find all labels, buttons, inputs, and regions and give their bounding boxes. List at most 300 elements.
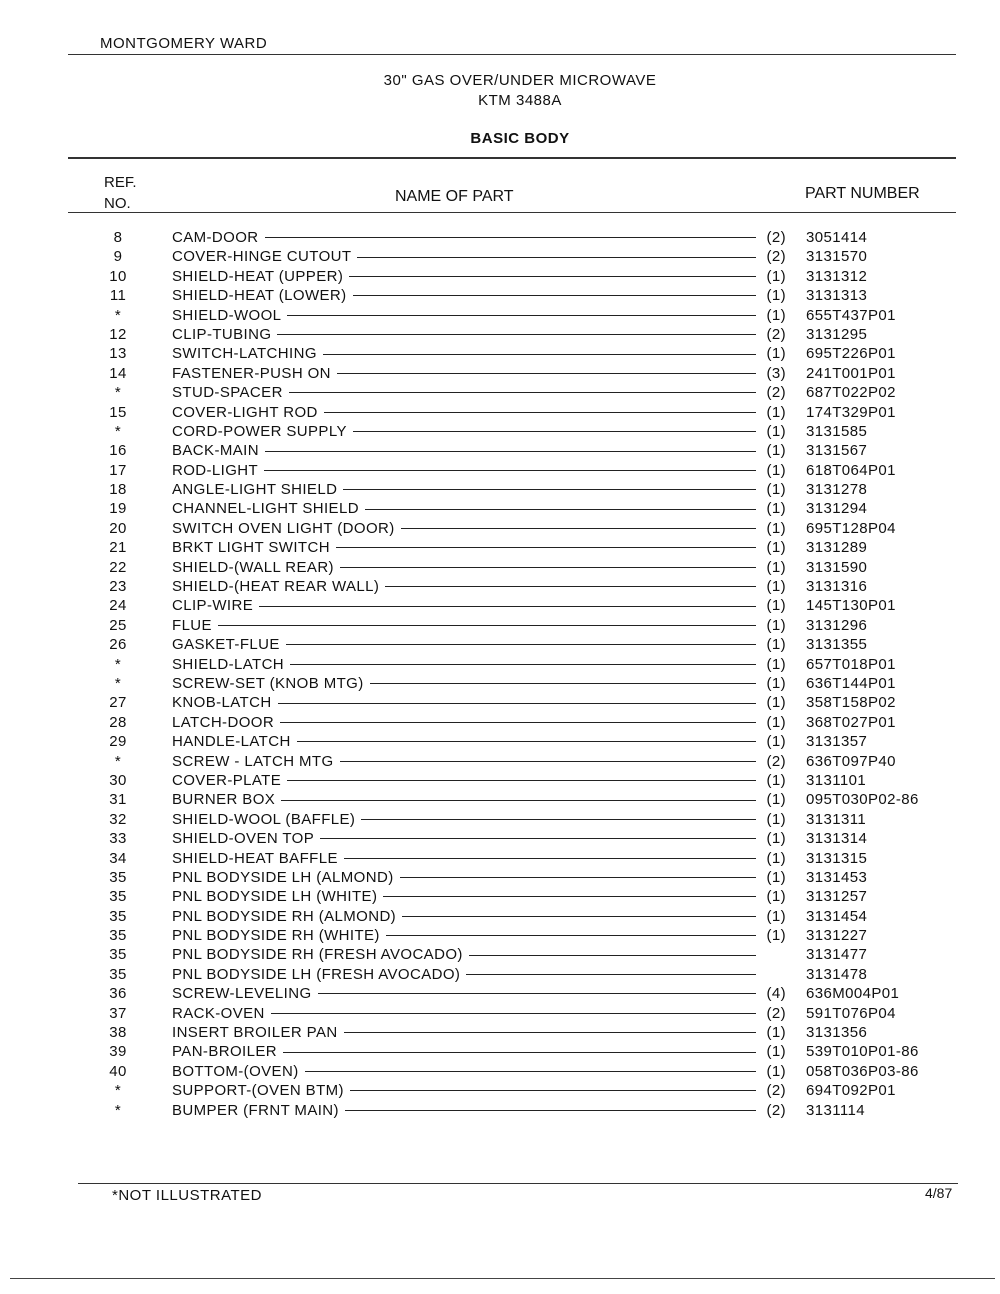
ref-number: 13 [109,345,127,363]
table-row [0,1081,1000,1100]
part-name: BRKT LIGHT SWITCH [172,539,330,557]
part-number: 695T128P04 [806,519,896,537]
part-name-cell [172,693,756,712]
quantity: (1) [766,888,786,906]
part-name-cell [172,519,756,538]
ref-number: * [114,1082,122,1100]
table-row [0,810,1000,829]
part-name: LATCH-DOOR [172,713,275,731]
table-row [0,538,1000,557]
part-number: 3131257 [806,888,868,906]
part-name: BACK-MAIN [172,442,259,460]
ref-number: 12 [109,325,127,343]
leader-line [287,315,756,316]
part-number: 3131355 [806,636,868,654]
part-name: STUD-SPACER [172,384,283,402]
ref-number: 8 [113,229,123,246]
part-name-cell [172,461,756,480]
quantity: (1) [766,868,786,886]
quantity: (1) [766,442,786,460]
ref-number: 15 [109,403,127,421]
part-name: BOTTOM-(OVEN) [172,1062,299,1080]
part-number: 618T064P01 [806,461,896,479]
ref-number: * [114,306,122,324]
part-name: SHIELD-HEAT (UPPER) [172,267,344,285]
column-header-ref-line2: NO. [104,195,131,212]
part-number: 3131313 [806,287,868,305]
leader-line [357,257,756,258]
part-name-cell [172,732,756,751]
part-number: 3131356 [806,1024,868,1042]
table-row [0,984,1000,1003]
table-row [0,752,1000,771]
leader-line [365,509,756,510]
table-row [0,674,1000,693]
leader-line [344,858,756,859]
quantity: (2) [766,1004,786,1022]
part-name: ROD-LIGHT [172,461,259,479]
quantity: (1) [766,616,786,634]
part-name-cell [172,616,756,635]
leader-line [278,703,756,704]
part-name: CAM-DOOR [172,229,259,246]
ref-number: 35 [109,927,127,945]
part-name-cell [172,945,756,964]
leader-line [318,993,756,994]
part-name-cell [172,538,756,557]
part-name: BUMPER (FRNT MAIN) [172,1101,339,1119]
header-rule [68,54,956,55]
column-header-ref-line1: REF. [104,174,137,191]
part-name-cell [172,655,756,674]
quantity: (2) [766,384,786,402]
table-row [0,1062,1000,1081]
ref-number: 20 [109,519,127,537]
part-number: 3131312 [806,267,868,285]
leader-line [324,412,756,413]
quantity: (1) [766,287,786,305]
table-row [0,849,1000,868]
leader-line [383,896,756,897]
part-name: SHIELD-WOOL [172,306,282,324]
ref-number: * [114,752,122,770]
quantity: (2) [766,752,786,770]
part-number: 3131101 [806,771,867,789]
ref-number: 38 [109,1024,127,1042]
ref-number: 40 [109,1062,127,1080]
ref-number: 29 [109,733,127,751]
table-row [0,441,1000,460]
ref-number: * [114,655,122,673]
column-header-name: NAME OF PART [395,188,514,205]
ref-number: 26 [109,636,127,654]
table-row [0,868,1000,887]
ref-number: 35 [109,888,127,906]
quantity: (1) [766,345,786,363]
part-number: 655T437P01 [806,306,896,324]
leader-line [280,722,756,723]
ref-number: 19 [109,500,127,518]
part-number: 3131278 [806,481,868,499]
part-name: CLIP-TUBING [172,325,272,343]
leader-line [265,237,756,238]
part-number: 3131289 [806,539,868,557]
part-number: 695T226P01 [806,345,896,363]
part-name: SHIELD-WOOL (BAFFLE) [172,810,356,828]
ref-number: 39 [109,1043,127,1061]
ref-number: 24 [109,597,127,615]
part-name-cell [172,441,756,460]
part-number: 3131114 [806,1101,865,1119]
table-row [0,907,1000,926]
part-number: 3131567 [806,442,868,460]
part-name-cell [172,1023,756,1042]
part-name: PNL BODYSIDE LH (WHITE) [172,888,378,906]
table-row [0,965,1000,984]
part-name: COVER-LIGHT ROD [172,403,318,421]
brand-name: MONTGOMERY WARD [100,35,268,52]
part-number: 368T027P01 [806,713,896,731]
leader-line [385,586,756,587]
quantity: (1) [766,907,786,925]
part-name-cell [172,306,756,325]
part-name: SWITCH-LATCHING [172,345,317,363]
column-header-ref [104,172,137,214]
footer-rule [78,1183,958,1184]
leader-line [337,373,756,374]
ref-number: 10 [109,267,127,285]
quantity: (2) [766,248,786,266]
table-row [0,926,1000,945]
leader-line [277,334,756,335]
part-number: 3131294 [806,500,868,518]
quantity: (1) [766,500,786,518]
quantity: (1) [766,927,786,945]
quantity: (1) [766,1024,786,1042]
part-number: 3131478 [806,965,868,983]
leader-line [361,819,756,820]
leader-line [350,1090,756,1091]
leader-line [218,625,756,626]
table-row [0,519,1000,538]
leader-line [469,955,756,956]
quantity: (1) [766,791,786,809]
section-title: BASIC BODY [470,130,570,147]
leader-line [340,567,756,568]
quantity: (1) [766,830,786,848]
part-name: ANGLE-LIGHT SHIELD [172,481,338,499]
part-name-cell [172,984,756,1003]
leader-line [349,276,756,277]
part-number: 145T130P01 [806,597,896,615]
table-row [0,1101,1000,1120]
quantity: (1) [766,636,786,654]
part-name-cell [172,383,756,402]
part-name: COVER-HINGE CUTOUT [172,248,352,266]
model-number: KTM 3488A [478,92,562,109]
part-name-cell [172,499,756,518]
part-name-cell [172,286,756,305]
ref-number: 31 [109,791,127,809]
part-name: PNL BODYSIDE LH (FRESH AVOCADO) [172,965,461,983]
part-name: SHIELD-HEAT (LOWER) [172,287,347,305]
table-row [0,267,1000,286]
quantity: (1) [766,267,786,285]
ref-number: * [114,422,122,440]
table-row [0,383,1000,402]
part-name-cell [172,810,756,829]
part-name: SHIELD-LATCH [172,655,285,673]
part-number: 3131454 [806,907,868,925]
leader-line [336,547,756,548]
ref-number: * [114,1101,122,1119]
table-row [0,286,1000,305]
part-name-cell [172,596,756,615]
part-name: PNL BODYSIDE LH (ALMOND) [172,868,394,886]
ref-number: 14 [109,364,127,382]
table-row [0,325,1000,344]
quantity: (1) [766,713,786,731]
ref-number: 21 [109,539,127,557]
part-name-cell [172,907,756,926]
quantity: (1) [766,403,786,421]
part-name-cell [172,713,756,732]
ref-number: 35 [109,868,127,886]
quantity: (1) [766,655,786,673]
ref-number: 11 [109,287,127,305]
leader-line [343,489,756,490]
leader-line [286,644,756,645]
part-number: 539T010P01-86 [806,1043,919,1061]
part-name-cell [172,364,756,383]
quantity: (1) [766,539,786,557]
part-name: PAN-BROILER [172,1043,277,1061]
quantity: (1) [766,306,786,324]
table-row [0,558,1000,577]
leader-line [323,354,756,355]
leader-line [353,295,756,296]
ref-number: 28 [109,713,127,731]
table-header-rule [68,212,956,213]
part-name: CLIP-WIRE [172,597,254,615]
quantity: (1) [766,733,786,751]
part-number: 3131590 [806,558,868,576]
ref-number: 30 [109,771,127,789]
ref-number: 36 [109,985,127,1003]
table-row [0,596,1000,615]
part-name: PNL BODYSIDE RH (FRESH AVOCADO) [172,946,463,964]
part-number: 3131453 [806,868,868,886]
part-name-cell [172,771,756,790]
part-name: PNL BODYSIDE RH (WHITE) [172,927,380,945]
leader-line [264,470,756,471]
part-name-cell [172,267,756,286]
part-name: PNL BODYSIDE RH (ALMOND) [172,907,397,925]
part-name-cell [172,325,756,344]
leader-line [466,974,756,975]
table-row [0,790,1000,809]
table-row [0,693,1000,712]
quantity: (1) [766,849,786,867]
quantity: (1) [766,597,786,615]
table-row [0,403,1000,422]
part-number: 636T144P01 [806,674,896,692]
part-number: 3131296 [806,616,868,634]
part-number: 591T076P04 [806,1004,896,1022]
document-title: 30" GAS OVER/UNDER MICROWAVE [383,72,657,89]
leader-line [297,741,756,742]
leader-line [400,877,756,878]
part-name-cell [172,1081,756,1100]
part-name: SHIELD-HEAT BAFFLE [172,849,338,867]
part-name: CHANNEL-LIGHT SHIELD [172,500,359,518]
table-row [0,1042,1000,1061]
part-name-cell [172,344,756,363]
part-number: 657T018P01 [806,655,896,673]
part-name: SCREW - LATCH MTG [172,752,334,770]
quantity: (1) [766,694,786,712]
leader-line [290,664,756,665]
part-number: 3131315 [806,849,868,867]
part-name-cell [172,868,756,887]
part-name-cell [172,790,756,809]
table-row [0,461,1000,480]
part-name: FASTENER-PUSH ON [172,364,331,382]
part-name: SHIELD-(HEAT REAR WALL) [172,578,380,596]
leader-line [259,606,756,607]
part-name-cell [172,1101,756,1120]
part-number: 636T097P40 [806,752,896,770]
ref-number: 37 [109,1004,127,1022]
part-number: 3131357 [806,733,868,751]
table-row [0,364,1000,383]
part-name-cell [172,752,756,771]
quantity: (1) [766,1043,786,1061]
parts-list [0,228,1000,1120]
part-number: 095T030P02-86 [806,791,919,809]
table-row [0,635,1000,654]
part-number: 3131477 [806,946,868,964]
leader-line [353,431,756,432]
quantity: (1) [766,1062,786,1080]
ref-number: 35 [109,907,127,925]
part-name: INSERT BROILER PAN [172,1024,338,1042]
part-name-cell [172,558,756,577]
quantity: (1) [766,578,786,596]
part-number: 058T036P03-86 [806,1062,919,1080]
table-row [0,616,1000,635]
part-number: 358T158P02 [806,694,896,712]
table-row [0,1004,1000,1023]
leader-line [345,1110,756,1111]
ref-number: 16 [109,442,127,460]
table-row [0,655,1000,674]
part-name-cell [172,887,756,906]
part-number: 3131227 [806,927,868,945]
quantity: (1) [766,771,786,789]
table-row [0,480,1000,499]
table-row [0,887,1000,906]
part-name-cell [172,480,756,499]
part-number: 687T022P02 [806,384,896,402]
quantity: (1) [766,674,786,692]
part-name-cell [172,228,756,247]
table-row [0,945,1000,964]
table-top-rule [68,157,956,159]
quantity: (2) [766,1101,786,1119]
table-row [0,422,1000,441]
leader-line [401,528,756,529]
table-row [0,577,1000,596]
part-name: SHIELD-OVEN TOP [172,830,315,848]
quantity: (1) [766,461,786,479]
part-name: SCREW-SET (KNOB MTG) [172,674,364,692]
part-name-cell [172,1042,756,1061]
ref-number: 32 [109,810,127,828]
part-name: BURNER BOX [172,791,276,809]
leader-line [344,1032,756,1033]
part-name: FLUE [172,616,212,634]
ref-number: 18 [109,481,127,499]
footnote: *NOT ILLUSTRATED [112,1187,262,1204]
ref-number: 34 [109,849,127,867]
quantity: (1) [766,519,786,537]
leader-line [287,780,756,781]
table-row [0,1023,1000,1042]
table-row [0,732,1000,751]
table-row [0,713,1000,732]
part-name: GASKET-FLUE [172,636,280,654]
ref-number: 35 [109,965,127,983]
leader-line [289,392,756,393]
leader-line [281,800,756,801]
table-row [0,499,1000,518]
part-name-cell [172,926,756,945]
part-name-cell [172,577,756,596]
part-number: 694T092P01 [806,1082,896,1100]
part-number: 3131314 [806,830,868,848]
part-number: 174T329P01 [806,403,896,421]
ref-number: 33 [109,830,127,848]
part-number: 3131295 [806,325,868,343]
part-name-cell [172,422,756,441]
page-bottom-rule [10,1278,995,1279]
table-row [0,306,1000,325]
leader-line [402,916,756,917]
leader-line [370,683,756,684]
quantity: (2) [766,229,786,246]
table-row [0,344,1000,363]
leader-line [386,935,756,936]
part-name-cell [172,403,756,422]
leader-line [265,451,756,452]
quantity: (1) [766,422,786,440]
part-number: 3051414 [806,229,868,246]
part-name: SCREW-LEVELING [172,985,312,1003]
revision-date: 4/87 [925,1185,953,1201]
part-name-cell [172,247,756,266]
part-name-cell [172,635,756,654]
part-name-cell [172,674,756,693]
part-name: KNOB-LATCH [172,694,272,712]
table-row [0,228,1000,247]
part-number: 3131570 [806,248,868,266]
part-name-cell [172,849,756,868]
part-name: SWITCH OVEN LIGHT (DOOR) [172,519,395,537]
quantity: (2) [766,325,786,343]
ref-number: 27 [109,694,127,712]
part-number: 3131585 [806,422,868,440]
